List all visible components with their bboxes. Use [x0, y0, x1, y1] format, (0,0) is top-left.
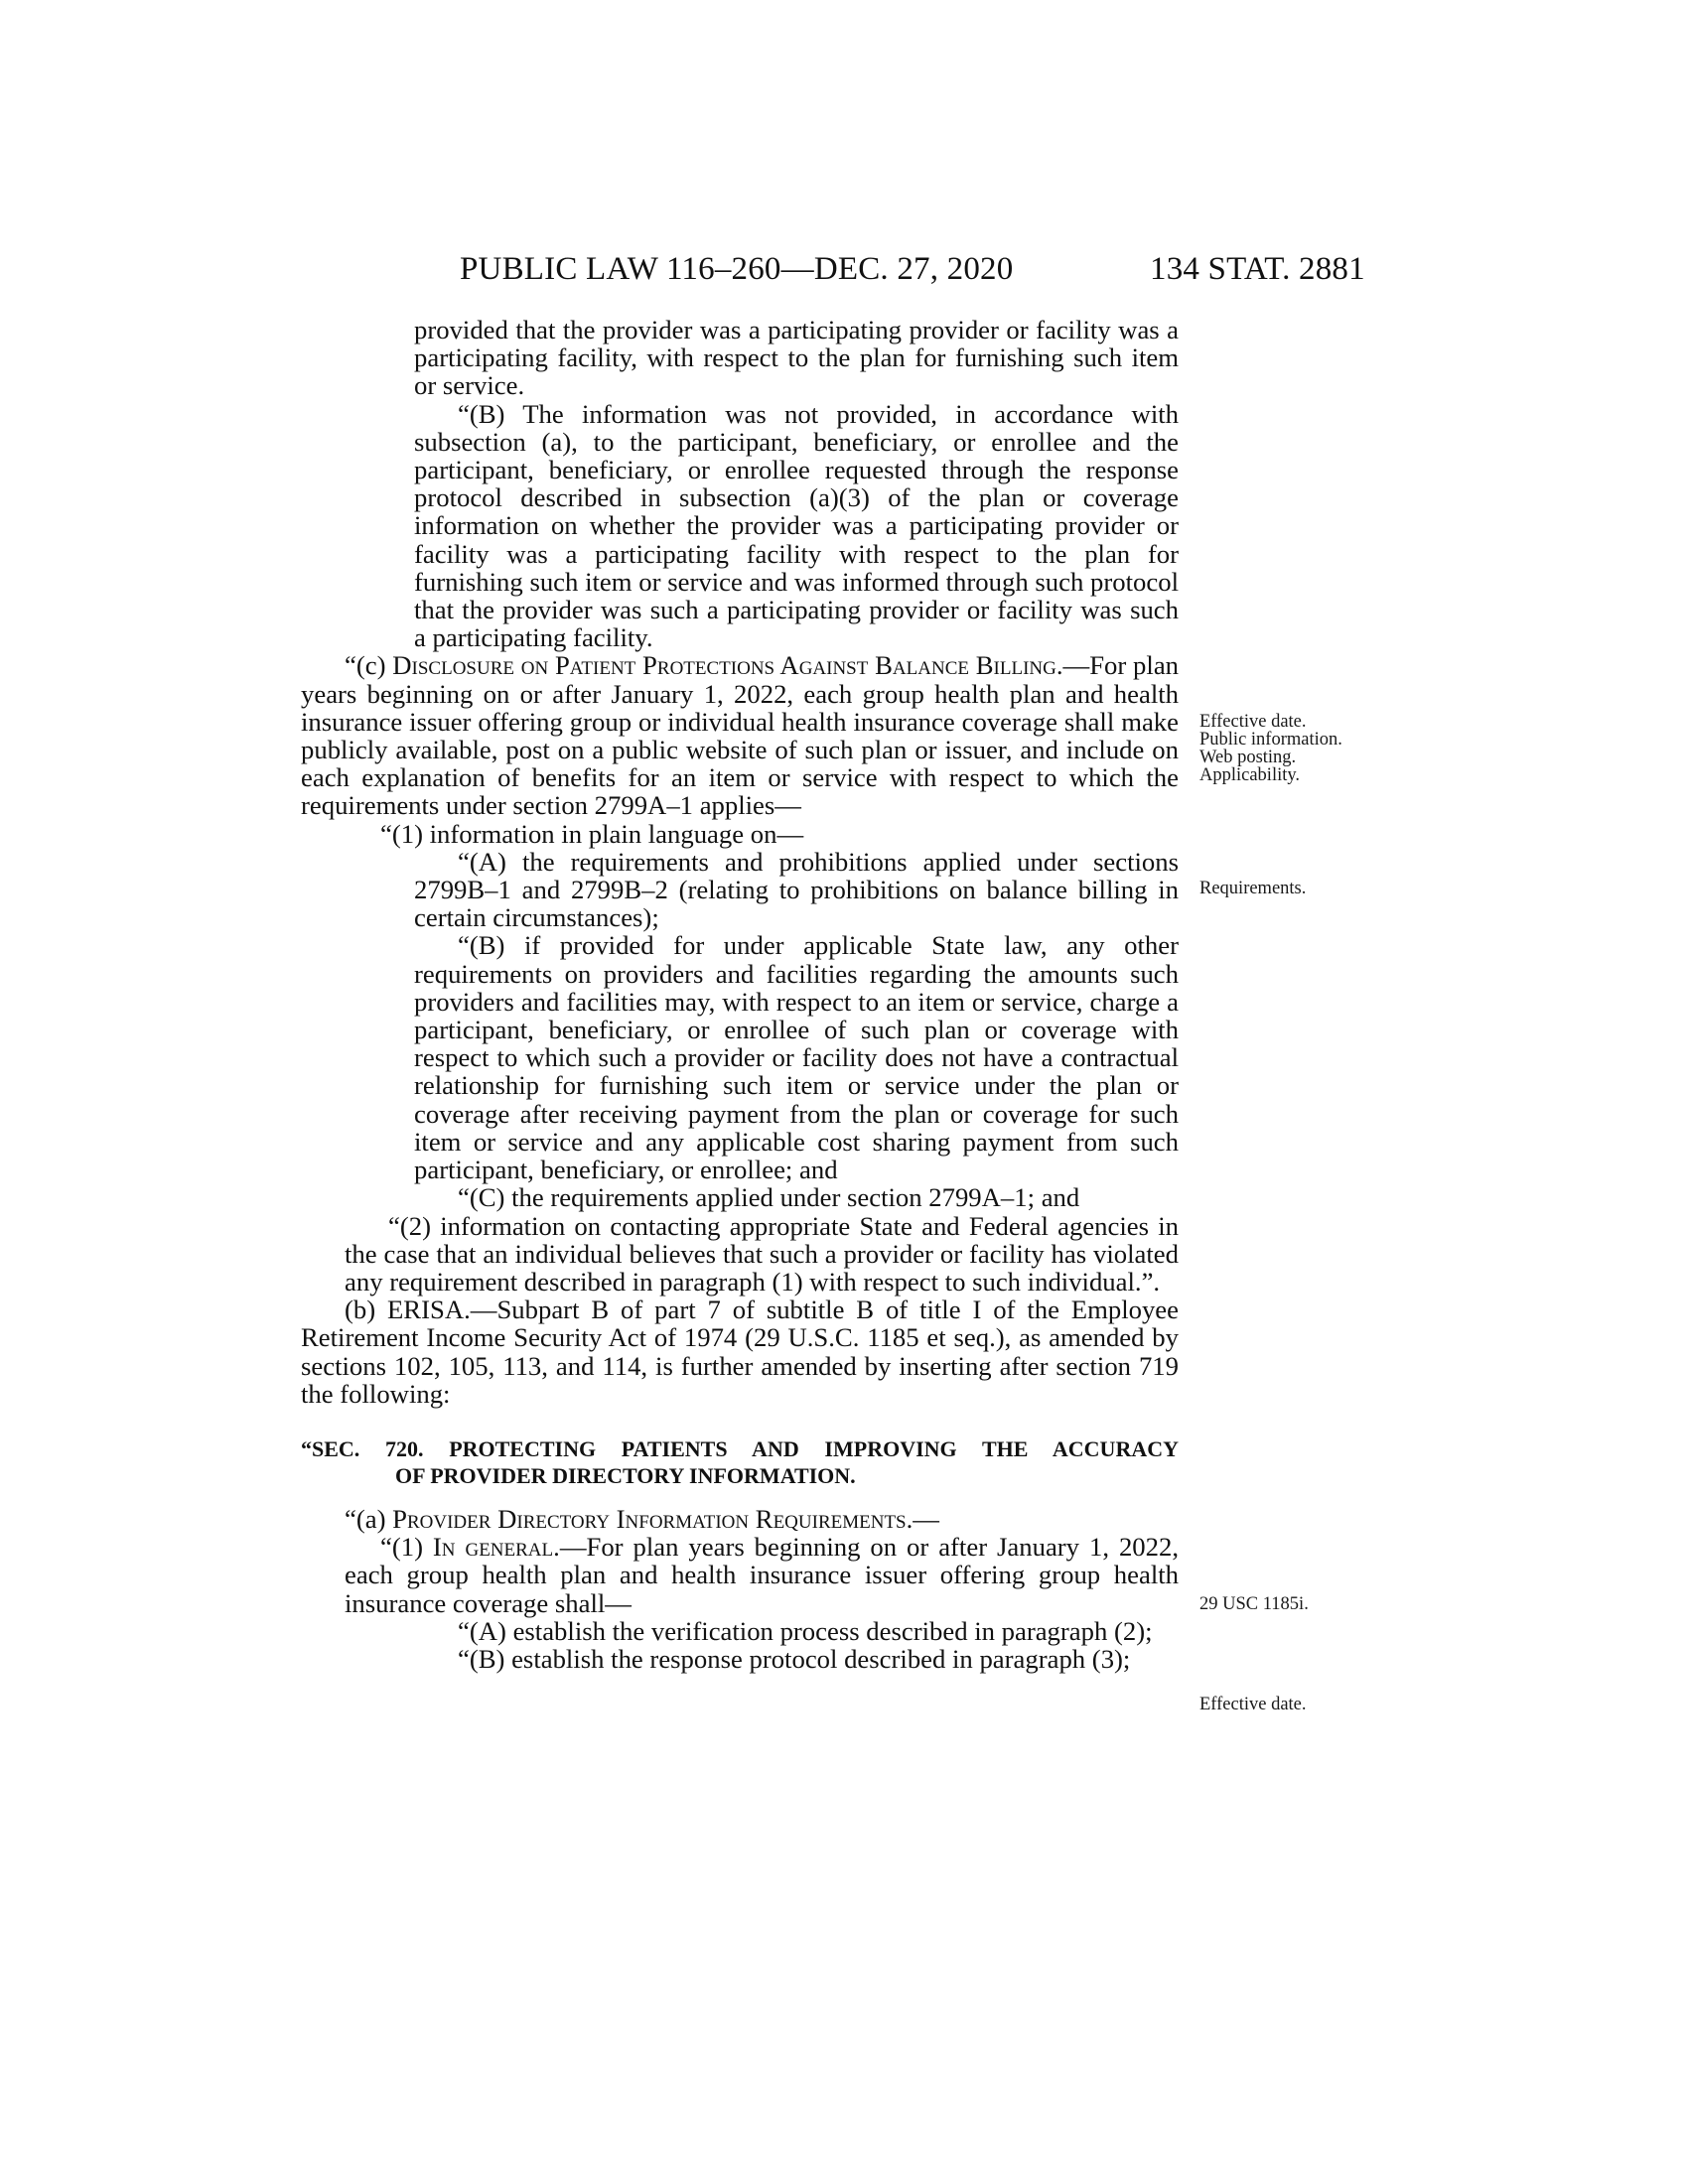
page-header-title: PUBLIC LAW 116–260—DEC. 27, 2020	[460, 251, 1014, 287]
margin-note-line: Applicability.	[1199, 765, 1301, 785]
paragraph-text: .—For plan years beginning on or after January 1, 2022, each group health plan and health insurance issuer offering group health insurance coverage shall—	[345, 1532, 1179, 1618]
section-title-line: “SEC. 720. PROTECTING PATIENTS AND IMPROVING THE ACCURACY	[301, 1435, 1179, 1461]
section-heading: Disclosure on Patient Protections Against Balance Billing	[392, 650, 1056, 681]
margin-note-requirements: Requirements.	[1199, 879, 1307, 898]
section-title	[301, 1435, 1179, 1489]
paragraph	[301, 1533, 1179, 1617]
margin-note-effective-date-2: Effective date.	[1199, 1695, 1307, 1714]
margin-note-effective-date	[1199, 713, 1348, 784]
paragraph-text: .—	[906, 1503, 939, 1534]
paragraph-label: “(c)	[345, 650, 386, 681]
paragraph	[301, 651, 1179, 819]
paragraph: “(B) if provided for under applicable State law, any other requirements on providers and facilities regarding the amounts such providers and facilities may, with respect to an item or service, charge a participant, beneficiary, or enrollee of such plan or coverage with respect to which such a provider or facility does not have a contractual relationship for furnishing such item or service under the plan or coverage after receiving payment from the plan or coverage for such item or service and any applicable cost sharing payment from such participant, beneficiary, or enrollee; and	[414, 930, 1179, 1185]
paragraph: “(B) The information was not provided, in accordance with subsection (a), to the participant, beneficiary, or enrollee and the participant, beneficiary, or enrollee requested through the response protocol described in subsection (a)(3) of the plan or coverage information on whether the provider was a participating provider or facility was a participating facility with respect to the plan for furnishing such item or service and was informed through such protocol that the provider was such a participating provider or facility was such a participating facility.	[414, 398, 1179, 653]
page-header-stat: 134 STAT. 2881	[1150, 251, 1365, 287]
paragraph-label: “(a)	[345, 1503, 386, 1534]
margin-note-usc: 29 USC 1185i.	[1199, 1594, 1309, 1614]
section-heading: In general	[432, 1532, 554, 1563]
paragraph: “(A) the requirements and prohibitions applied under sections 2799B–1 and 2799B–2 (relating to prohibitions on balance billing in certain circumstances);	[414, 846, 1179, 933]
paragraph: “(A) establish the verification process described in paragraph (2);	[458, 1615, 1153, 1646]
paragraph: “(B) establish the response protocol described in paragraph (3);	[458, 1643, 1131, 1674]
paragraph-text: “(1) information in plain language on—	[380, 818, 804, 849]
paragraph: “(C) the requirements applied under section 2799A–1; and	[458, 1182, 1080, 1213]
margin-note-line: Public information.	[1199, 730, 1342, 750]
paragraph: provided that the provider was a participating provider or facility was a participating facility, with respect to the plan for furnishing such item or service.	[414, 315, 1179, 401]
section-heading: Provider Directory Information Requirements	[392, 1503, 907, 1534]
margin-note-line: Web posting.	[1199, 748, 1297, 767]
paragraph	[301, 1505, 1179, 1533]
paragraph: (b) ERISA.—Subpart B of part 7 of subtitle B of title I of the Employee Retirement Income Security Act of 1974 (29 U.S.C. 1185 et seq.), as amended by sections 102, 105, 113, and 114, is further amended by inserting after section 719 the following:	[301, 1295, 1179, 1409]
paragraph: “(2) information on contacting appropriate State and Federal agencies in the case that an individual believes that such a provider or facility has violated any requirement described in paragraph (1) with respect to such individual.”.	[345, 1210, 1179, 1297]
paragraph	[301, 820, 1179, 848]
margin-note-line: Effective date.	[1199, 712, 1307, 732]
paragraph-text: .—For plan years beginning on or after January 1, 2022, each group health plan and health insurance issuer offering group or individual health insurance coverage shall make publicly available, post on a public website of such plan or issuer, and include on each explanation of benefits for an item or service with respect to which the requirements under section 2799A–1 applies—	[301, 650, 1180, 821]
main-text	[301, 316, 1179, 1673]
paragraph-label: “(1)	[380, 1532, 423, 1563]
section-title-line: OF PROVIDER DIRECTORY INFORMATION.	[395, 1462, 856, 1488]
